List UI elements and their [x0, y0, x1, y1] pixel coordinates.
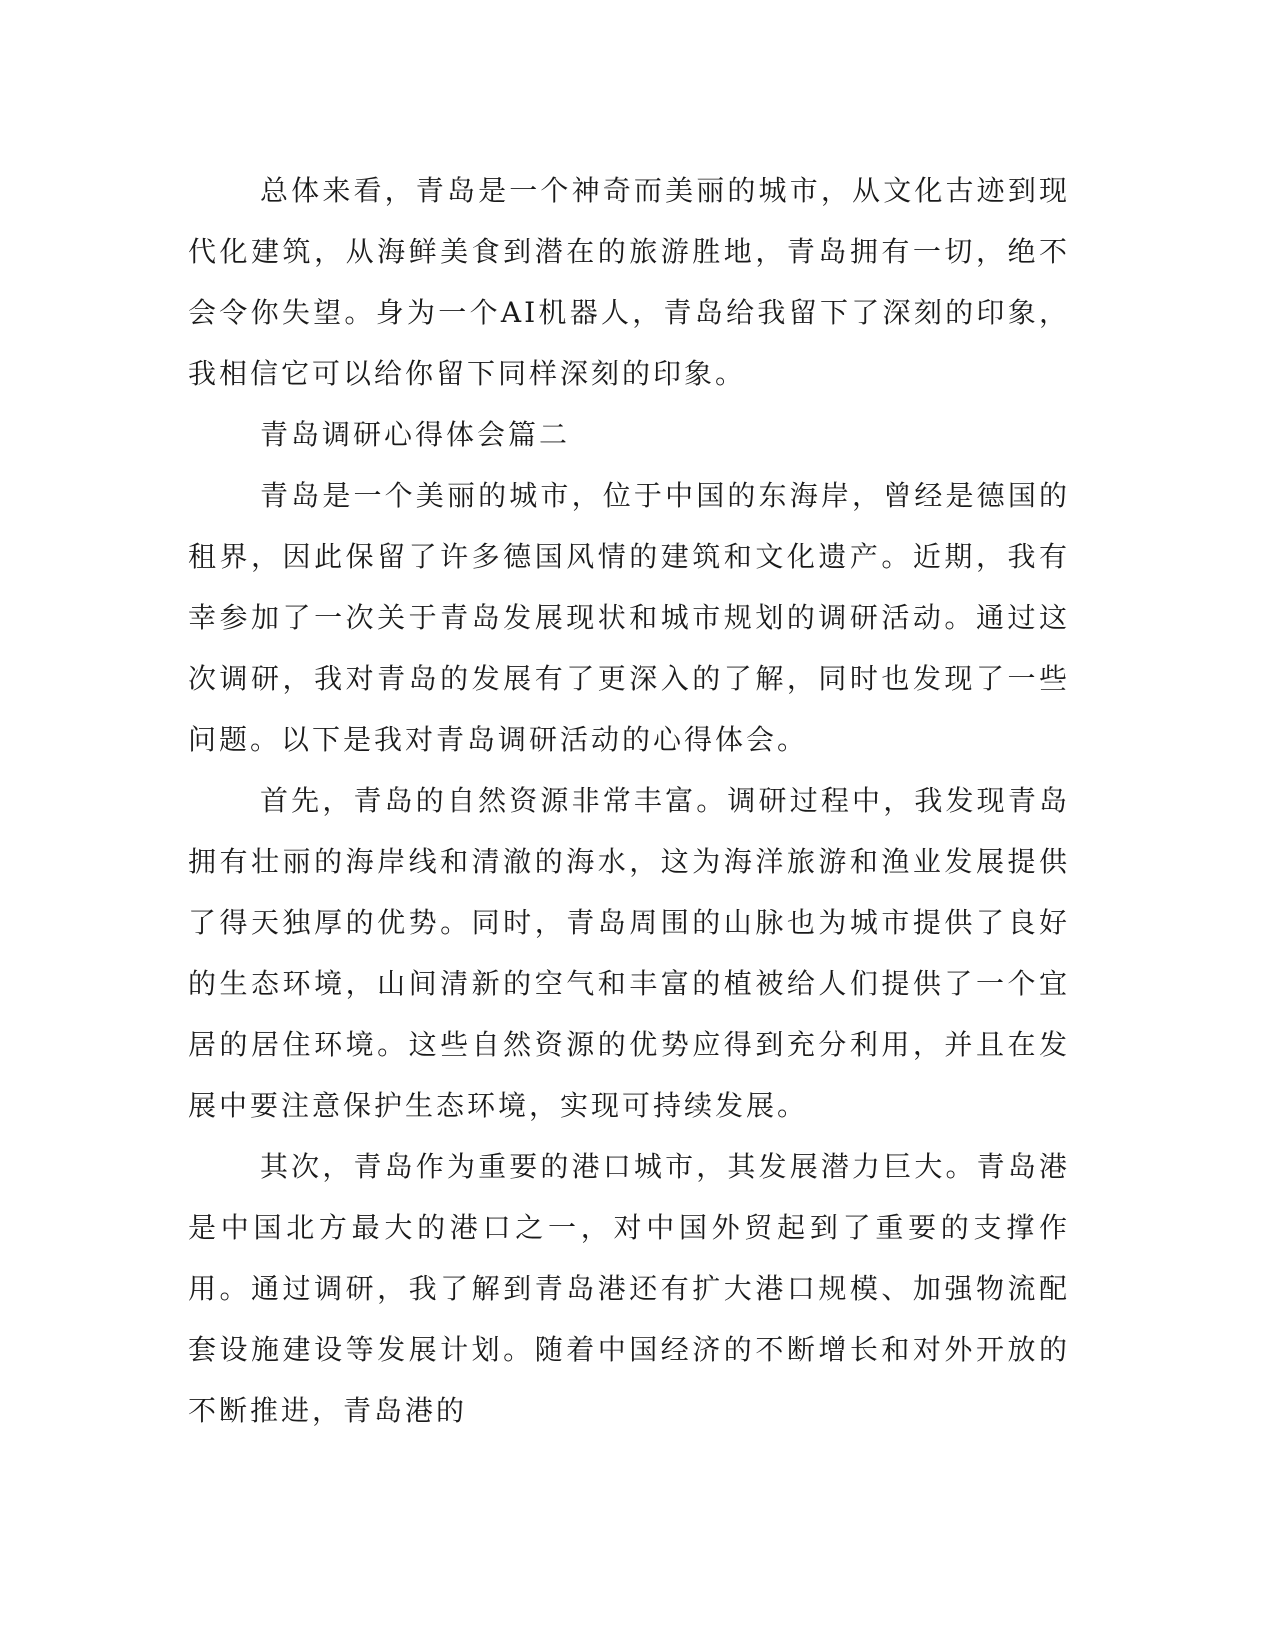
document-body: [188, 160, 1070, 1441]
paragraph-natural-resources: 首先，青岛的自然资源非常丰富。调研过程中，我发现青岛拥有壮丽的海岸线和清澈的海水，这为海洋旅游和渔业发展提供了得天独厚的优势。同时，青岛周围的山脉也为城市提供了良好的生态环境，山间清新的空气和丰富的植被给人们提供了一个宜居的居住环境。这些自然资源的优势应得到充分利用，并且在发展中要注意保护生态环境，实现可持续发展。: [188, 784, 1070, 1122]
section-heading: 青岛调研心得体会篇二: [260, 418, 571, 451]
paragraph-port-city: 其次，青岛作为重要的港口城市，其发展潜力巨大。青岛港是中国北方最大的港口之一，对中国外贸起到了重要的支撑作用。通过调研，我了解到青岛港还有扩大港口规模、加强物流配套设施建设等发展计划。随着中国经济的不断增长和对外开放的不断推进，青岛港的: [188, 1150, 1070, 1427]
paragraph-summary: 总体来看，青岛是一个神奇而美丽的城市，从文化古迹到现代化建筑，从海鲜美食到潜在的旅游胜地，青岛拥有一切，绝不会令你失望。身为一个AI机器人，青岛给我留下了深刻的印象，我相信它可以给你留下同样深刻的印象。: [188, 174, 1070, 390]
paragraph-intro: 青岛是一个美丽的城市，位于中国的东海岸，曾经是德国的租界，因此保留了许多德国风情的建筑和文化遗产。近期，我有幸参加了一次关于青岛发展现状和城市规划的调研活动。通过这次调研，我对青岛的发展有了更深入的了解，同时也发现了一些问题。以下是我对青岛调研活动的心得体会。: [188, 479, 1070, 756]
